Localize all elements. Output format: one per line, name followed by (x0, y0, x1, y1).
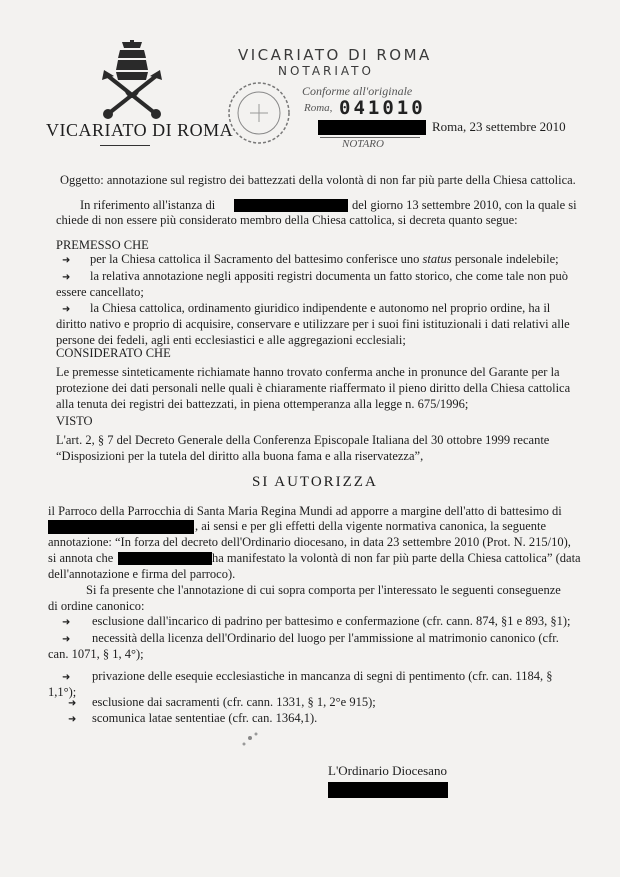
paragraph-line: “Disposizioni per la tutela del diritto alla buona fama e alla riservatezza”, (56, 449, 424, 463)
paragraph-line: Le premesse sinteticamente richiamate hanno trovato conferma anche in pronunce del Garante per la (56, 365, 560, 379)
intro-text: chiede di non essere più considerato membro della Chiesa cattolica, si decreta quanto segue: (56, 213, 518, 227)
bullet-icon: ➜ (62, 672, 71, 683)
list-item: diritto nativo e proprio di acquisire, conservare e utilizzare per i suoi fini istituzionali i dati relativi alle (56, 317, 570, 331)
redaction-bar (318, 120, 426, 135)
subject-line: Oggetto: annotazione sul registro dei battezzati della volontà di non far più parte della Chiesa cattolica. (60, 173, 576, 187)
authorization-heading: SI AUTORIZZA (252, 474, 378, 490)
paragraph-line: protezione dei dati personali nelle quali è chiaramente riaffermato il pieno diritto della Chiesa cattolica (56, 381, 571, 395)
protocol-number: 041010 (339, 97, 426, 119)
bullet-icon: ➜ (62, 634, 71, 645)
list-item: necessità della licenza dell'Ordinario del luogo per l'ammissione al matrimonio canonico (cfr. (92, 631, 559, 645)
redaction-bar (48, 520, 194, 534)
section-heading: CONSIDERATO CHE (56, 346, 171, 360)
bullet-icon: ➜ (62, 304, 71, 315)
stamp-city: Roma, (304, 102, 333, 114)
list-item: 1,1°); (48, 685, 77, 699)
signature-label: L'Ordinario Diocesano (328, 763, 447, 778)
redaction-bar (234, 199, 348, 212)
decree-line: si annota che (48, 551, 114, 565)
decree-line: annotazione: “In forza del decreto dell'Ordinario diocesano, in data 23 settembre 2010 (Prot. N. 215/10), (48, 535, 571, 549)
redaction-bar (328, 782, 448, 798)
decree-line: dell'annotazione e firma del parroco). (48, 567, 236, 581)
list-item: essere cancellato; (56, 285, 144, 299)
list-item: scomunica latae sententiae (cfr. can. 1364,1). (92, 711, 318, 725)
list-item: la Chiesa cattolica, ordinamento giuridico indipendente e autonomo nel proprio ordine, ha il (90, 301, 551, 315)
intro-text: del giorno 13 settembre 2010, con la quale si (352, 198, 577, 212)
list-item: esclusione dall'incarico di padrino per battesimo e confermazione (cfr. cann. 874, §1 e 893, §1); (92, 614, 571, 628)
list-item: per la Chiesa cattolica il Sacramento del battesimo conferisce uno status personale indelebile; (90, 252, 559, 266)
section-heading: VISTO (56, 414, 93, 428)
stamp-subtitle: NOTARIATO (278, 64, 374, 78)
list-item: privazione delle esequie ecclesiastiche in mancanza di segni di pentimento (cfr. can. 1184, § (92, 669, 553, 683)
list-item: persone dei fedeli, agli enti ecclesiastici e alle aggregazioni ecclesiali; (56, 333, 406, 347)
divider (100, 145, 150, 146)
paragraph-line: L'art. 2, § 7 del Decreto Generale della Conferenza Episcopale Italiana del 30 ottobre 1999 recante (56, 433, 550, 447)
bullet-icon: ➜ (62, 255, 71, 266)
intro-text: In riferimento all'istanza di (80, 198, 216, 212)
decree-line: , ai sensi e per gli effetti della vigente normativa canonica, la seguente (195, 519, 547, 533)
redaction-bar (118, 552, 212, 565)
bullet-icon: ➜ (62, 617, 71, 628)
papal-crest-logo (100, 40, 164, 120)
list-item: can. 1071, § 1, 4°); (48, 647, 144, 661)
section-heading: PREMESSO CHE (56, 238, 149, 252)
stamp-title: VICARIATO DI ROMA (238, 46, 432, 64)
bullet-icon: ➜ (62, 272, 71, 283)
decree-line: ha manifestato la volontà di non far più parte della Chiesa cattolica” (data (212, 551, 581, 565)
document-date: Roma, 23 settembre 2010 (432, 119, 566, 134)
bullet-icon: ➜ (68, 698, 77, 709)
stamp-conforme: Conforme all'originale (302, 84, 413, 98)
stamp-notary: NOTARO (342, 138, 384, 150)
office-name: VICARIATO DI ROMA (46, 120, 234, 140)
notary-seal-stamp (226, 80, 292, 146)
decree-line: di ordine canonico: (48, 599, 145, 613)
decree-line: il Parroco della Parrocchia di Santa Maria Regina Mundi ad apporre a margine dell'atto di battesimo di (48, 504, 562, 518)
ink-smudge (230, 718, 270, 758)
bullet-icon: ➜ (68, 714, 77, 725)
list-item: la relativa annotazione negli appositi registri documenta un fatto storico, che come tale non può (90, 269, 568, 283)
paragraph-line: alla tenuta dei registri dei battezzati, in piena ottemperanza alla legge n. 675/1996; (56, 397, 469, 411)
decree-line: Si fa presente che l'annotazione di cui sopra comporta per l'interessato le seguenti conseguenze (86, 583, 561, 597)
list-item: esclusione dai sacramenti (cfr. cann. 1331, § 1, 2°e 915); (92, 695, 376, 709)
